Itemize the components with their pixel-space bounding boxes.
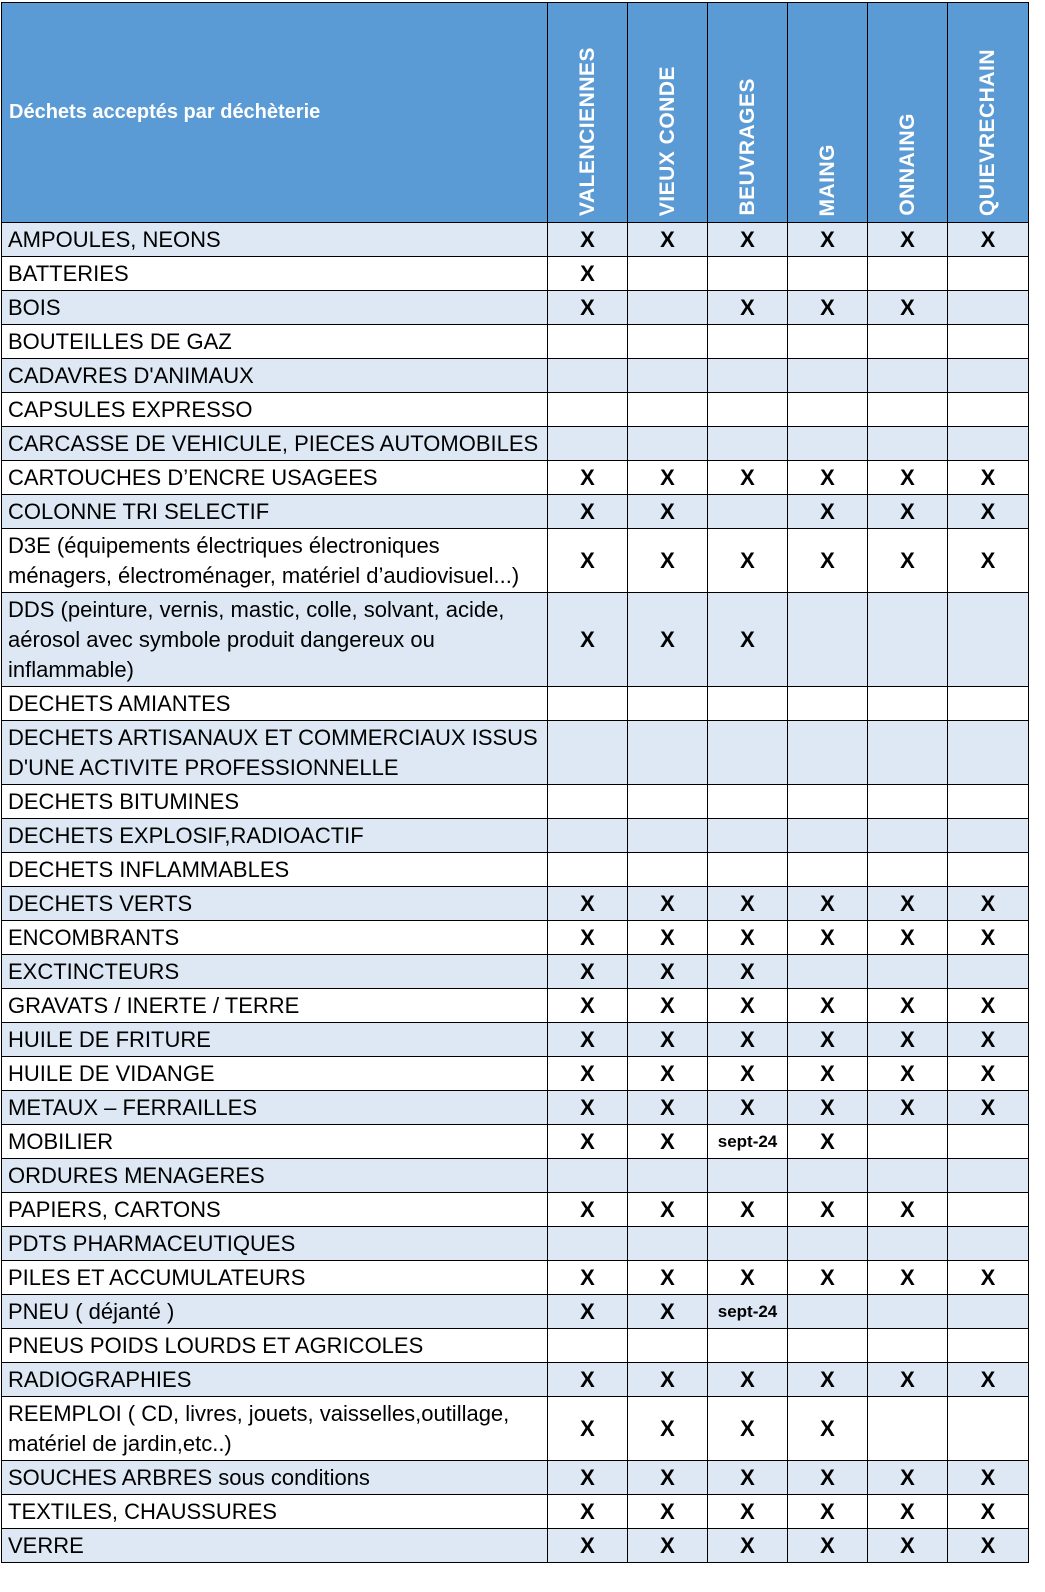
acceptance-cell	[628, 819, 708, 853]
acceptance-cell	[868, 1227, 948, 1261]
acceptance-cell: X	[868, 1529, 948, 1563]
site-header-onnaing	[868, 3, 948, 223]
acceptance-cell	[868, 721, 948, 785]
acceptance-cell: X	[788, 1091, 868, 1125]
acceptance-cell: X	[948, 1495, 1029, 1529]
acceptance-cell	[948, 853, 1029, 887]
table-row	[2, 1091, 1029, 1125]
acceptance-cell	[708, 1227, 788, 1261]
acceptance-cell	[628, 257, 708, 291]
waste-type-cell: CADAVRES D'ANIMAUX	[2, 359, 548, 393]
acceptance-cell: X	[548, 1461, 628, 1495]
acceptance-cell: X	[788, 1023, 868, 1057]
waste-acceptance-table	[1, 2, 1029, 1563]
acceptance-cell: X	[868, 1363, 948, 1397]
acceptance-cell: X	[548, 1261, 628, 1295]
waste-type-cell: HUILE DE VIDANGE	[2, 1057, 548, 1091]
acceptance-cell: X	[788, 1397, 868, 1461]
acceptance-cell	[788, 593, 868, 687]
acceptance-cell: X	[628, 1193, 708, 1227]
table-row	[2, 291, 1029, 325]
acceptance-cell	[548, 687, 628, 721]
acceptance-cell: X	[788, 1125, 868, 1159]
table-row	[2, 1529, 1029, 1563]
waste-type-cell: METAUX – FERRAILLES	[2, 1091, 548, 1125]
acceptance-cell	[788, 721, 868, 785]
acceptance-cell: X	[788, 223, 868, 257]
acceptance-cell: X	[708, 1363, 788, 1397]
acceptance-cell: X	[548, 1529, 628, 1563]
acceptance-cell: X	[868, 1023, 948, 1057]
acceptance-cell	[868, 687, 948, 721]
acceptance-cell	[548, 1227, 628, 1261]
acceptance-cell: X	[628, 1023, 708, 1057]
acceptance-cell: X	[708, 461, 788, 495]
acceptance-cell: X	[548, 1023, 628, 1057]
acceptance-cell: X	[548, 887, 628, 921]
acceptance-cell	[868, 427, 948, 461]
acceptance-cell	[868, 393, 948, 427]
acceptance-cell: X	[708, 887, 788, 921]
table-row	[2, 393, 1029, 427]
table-row	[2, 427, 1029, 461]
table-row	[2, 1193, 1029, 1227]
acceptance-cell	[628, 325, 708, 359]
acceptance-cell: X	[788, 1057, 868, 1091]
acceptance-cell: X	[628, 593, 708, 687]
acceptance-cell: X	[948, 887, 1029, 921]
acceptance-cell	[948, 325, 1029, 359]
acceptance-cell: X	[628, 1261, 708, 1295]
acceptance-cell: X	[708, 955, 788, 989]
acceptance-cell: X	[628, 223, 708, 257]
acceptance-cell: X	[548, 291, 628, 325]
acceptance-cell: X	[708, 1461, 788, 1495]
acceptance-cell	[868, 1125, 948, 1159]
acceptance-cell	[788, 325, 868, 359]
acceptance-cell	[948, 1159, 1029, 1193]
acceptance-cell	[868, 853, 948, 887]
waste-type-cell: CARCASSE DE VEHICULE, PIECES AUTOMOBILES	[2, 427, 548, 461]
site-label: QUIEVRECHAIN	[976, 48, 999, 216]
acceptance-cell	[868, 325, 948, 359]
acceptance-cell	[948, 291, 1029, 325]
acceptance-cell	[708, 495, 788, 529]
acceptance-cell	[708, 359, 788, 393]
acceptance-cell	[708, 687, 788, 721]
acceptance-cell	[868, 1295, 948, 1329]
acceptance-cell	[708, 785, 788, 819]
acceptance-cell	[948, 1329, 1029, 1363]
acceptance-cell: X	[628, 1397, 708, 1461]
acceptance-cell	[948, 1193, 1029, 1227]
acceptance-cell: X	[788, 291, 868, 325]
acceptance-cell	[628, 427, 708, 461]
acceptance-cell	[708, 393, 788, 427]
acceptance-cell	[868, 785, 948, 819]
acceptance-cell	[788, 359, 868, 393]
waste-type-cell: GRAVATS / INERTE / TERRE	[2, 989, 548, 1023]
acceptance-cell	[628, 853, 708, 887]
acceptance-cell	[948, 393, 1029, 427]
acceptance-cell: X	[868, 1261, 948, 1295]
acceptance-cell	[788, 853, 868, 887]
table-row	[2, 1057, 1029, 1091]
table-row	[2, 687, 1029, 721]
acceptance-cell: X	[628, 1363, 708, 1397]
waste-type-cell: PNEU ( déjanté )	[2, 1295, 548, 1329]
waste-type-cell: PILES ET ACCUMULATEURS	[2, 1261, 548, 1295]
acceptance-cell	[948, 955, 1029, 989]
acceptance-cell	[628, 393, 708, 427]
table-row	[2, 223, 1029, 257]
acceptance-cell: X	[628, 921, 708, 955]
acceptance-cell	[628, 785, 708, 819]
acceptance-cell: X	[548, 1091, 628, 1125]
acceptance-cell	[708, 325, 788, 359]
acceptance-cell	[948, 257, 1029, 291]
waste-type-cell: SOUCHES ARBRES sous conditions	[2, 1461, 548, 1495]
acceptance-cell	[868, 819, 948, 853]
acceptance-cell	[628, 687, 708, 721]
acceptance-cell	[628, 1329, 708, 1363]
table-row	[2, 955, 1029, 989]
acceptance-cell: X	[868, 291, 948, 325]
acceptance-cell: X	[788, 921, 868, 955]
waste-type-cell: RADIOGRAPHIES	[2, 1363, 548, 1397]
acceptance-cell	[708, 819, 788, 853]
acceptance-cell: X	[548, 529, 628, 593]
acceptance-cell: X	[548, 257, 628, 291]
waste-type-cell: COLONNE TRI SELECTIF	[2, 495, 548, 529]
acceptance-cell	[868, 1159, 948, 1193]
acceptance-cell: X	[548, 989, 628, 1023]
acceptance-cell: X	[788, 1461, 868, 1495]
site-header-maing	[788, 3, 868, 223]
acceptance-cell: X	[788, 1193, 868, 1227]
site-label: VALENCIENNES	[575, 47, 599, 216]
acceptance-cell: X	[628, 529, 708, 593]
site-header-valenciennes	[548, 3, 628, 223]
acceptance-cell: X	[708, 1261, 788, 1295]
acceptance-cell: X	[948, 989, 1029, 1023]
acceptance-cell: X	[868, 529, 948, 593]
acceptance-cell: X	[628, 1057, 708, 1091]
waste-type-cell: CAPSULES EXPRESSO	[2, 393, 548, 427]
acceptance-cell: X	[948, 461, 1029, 495]
acceptance-cell: X	[548, 1057, 628, 1091]
table-row	[2, 325, 1029, 359]
acceptance-cell: X	[708, 1023, 788, 1057]
acceptance-cell	[868, 593, 948, 687]
table-row	[2, 887, 1029, 921]
acceptance-cell: X	[708, 593, 788, 687]
waste-type-cell: ENCOMBRANTS	[2, 921, 548, 955]
acceptance-cell	[628, 1159, 708, 1193]
acceptance-cell: X	[628, 887, 708, 921]
acceptance-cell: X	[708, 1529, 788, 1563]
acceptance-cell	[548, 325, 628, 359]
table-row	[2, 1397, 1029, 1461]
acceptance-cell: X	[868, 887, 948, 921]
waste-type-cell: TEXTILES, CHAUSSURES	[2, 1495, 548, 1529]
acceptance-cell: X	[628, 1461, 708, 1495]
waste-type-cell: DECHETS VERTS	[2, 887, 548, 921]
waste-type-cell: MOBILIER	[2, 1125, 548, 1159]
acceptance-cell	[708, 427, 788, 461]
acceptance-cell: X	[948, 1529, 1029, 1563]
acceptance-cell	[948, 427, 1029, 461]
table-row	[2, 461, 1029, 495]
acceptance-cell	[548, 359, 628, 393]
acceptance-cell: X	[868, 495, 948, 529]
acceptance-cell	[948, 687, 1029, 721]
acceptance-cell	[868, 955, 948, 989]
site-label: MAING	[815, 143, 839, 216]
table-row	[2, 1461, 1029, 1495]
site-header-beuvrages	[708, 3, 788, 223]
table-row	[2, 593, 1029, 687]
acceptance-cell: X	[868, 461, 948, 495]
table-body	[2, 223, 1029, 1563]
acceptance-cell: X	[628, 955, 708, 989]
acceptance-cell	[628, 291, 708, 325]
acceptance-cell: X	[948, 1261, 1029, 1295]
acceptance-cell: X	[708, 989, 788, 1023]
waste-type-cell: DECHETS BITUMINES	[2, 785, 548, 819]
acceptance-cell: X	[868, 989, 948, 1023]
acceptance-cell: X	[548, 1295, 628, 1329]
acceptance-cell	[548, 819, 628, 853]
acceptance-cell: X	[628, 495, 708, 529]
acceptance-cell	[868, 257, 948, 291]
acceptance-cell: X	[788, 1495, 868, 1529]
acceptance-cell: X	[708, 1193, 788, 1227]
acceptance-cell	[548, 1329, 628, 1363]
acceptance-cell: X	[788, 1363, 868, 1397]
acceptance-cell: X	[948, 223, 1029, 257]
acceptance-cell: X	[548, 1125, 628, 1159]
table-row	[2, 1495, 1029, 1529]
acceptance-cell: X	[948, 495, 1029, 529]
acceptance-cell: X	[548, 1397, 628, 1461]
acceptance-cell: X	[548, 1495, 628, 1529]
table-row	[2, 529, 1029, 593]
site-label: VIEUX CONDE	[655, 65, 679, 216]
acceptance-cell: X	[708, 529, 788, 593]
acceptance-cell	[948, 1295, 1029, 1329]
waste-type-cell: ORDURES MENAGERES	[2, 1159, 548, 1193]
acceptance-cell	[708, 853, 788, 887]
site-header-vieux-conde	[628, 3, 708, 223]
table-row	[2, 1023, 1029, 1057]
acceptance-cell	[788, 687, 868, 721]
table-row	[2, 495, 1029, 529]
acceptance-cell: X	[548, 1363, 628, 1397]
acceptance-cell	[948, 1227, 1029, 1261]
acceptance-cell	[548, 393, 628, 427]
acceptance-cell	[948, 785, 1029, 819]
acceptance-cell: X	[708, 1091, 788, 1125]
acceptance-cell: X	[788, 989, 868, 1023]
table-row	[2, 1125, 1029, 1159]
table-row	[2, 853, 1029, 887]
waste-type-cell: VERRE	[2, 1529, 548, 1563]
waste-type-cell: CARTOUCHES D’ENCRE USAGEES	[2, 461, 548, 495]
waste-type-cell: PDTS PHARMACEUTIQUES	[2, 1227, 548, 1261]
acceptance-cell	[788, 785, 868, 819]
acceptance-cell	[628, 359, 708, 393]
waste-type-cell: EXCTINCTEURS	[2, 955, 548, 989]
acceptance-cell	[548, 853, 628, 887]
table-row	[2, 819, 1029, 853]
table-row	[2, 1261, 1029, 1295]
acceptance-cell	[788, 1159, 868, 1193]
acceptance-cell	[948, 1125, 1029, 1159]
acceptance-cell: X	[628, 1091, 708, 1125]
table-row	[2, 1295, 1029, 1329]
acceptance-cell	[548, 721, 628, 785]
acceptance-cell: X	[788, 461, 868, 495]
waste-type-cell: DECHETS AMIANTES	[2, 687, 548, 721]
acceptance-cell: X	[708, 291, 788, 325]
acceptance-cell	[788, 393, 868, 427]
header-row	[2, 3, 1029, 223]
acceptance-cell: X	[948, 921, 1029, 955]
acceptance-cell: X	[548, 921, 628, 955]
acceptance-cell: X	[708, 223, 788, 257]
table-row	[2, 257, 1029, 291]
acceptance-cell: X	[948, 1363, 1029, 1397]
acceptance-cell: X	[548, 223, 628, 257]
acceptance-cell: X	[708, 921, 788, 955]
acceptance-cell	[548, 1159, 628, 1193]
acceptance-cell: X	[708, 1057, 788, 1091]
acceptance-cell: sept-24	[708, 1295, 788, 1329]
acceptance-cell: X	[708, 1397, 788, 1461]
acceptance-cell: X	[868, 1461, 948, 1495]
site-label: BEUVRAGES	[735, 78, 759, 216]
acceptance-cell: X	[868, 1495, 948, 1529]
acceptance-cell: X	[788, 887, 868, 921]
acceptance-cell: X	[628, 1295, 708, 1329]
table-row	[2, 785, 1029, 819]
acceptance-cell: X	[868, 1091, 948, 1125]
waste-type-cell: DECHETS EXPLOSIF,RADIOACTIF	[2, 819, 548, 853]
acceptance-cell: X	[628, 461, 708, 495]
acceptance-cell: X	[548, 593, 628, 687]
acceptance-cell: X	[548, 495, 628, 529]
acceptance-cell	[948, 1397, 1029, 1461]
table-row	[2, 359, 1029, 393]
acceptance-cell: X	[548, 1193, 628, 1227]
acceptance-cell: X	[708, 1495, 788, 1529]
acceptance-cell	[788, 427, 868, 461]
acceptance-cell: X	[868, 223, 948, 257]
waste-type-cell: HUILE DE FRITURE	[2, 1023, 548, 1057]
acceptance-cell	[948, 359, 1029, 393]
acceptance-cell: X	[548, 461, 628, 495]
acceptance-cell	[868, 1397, 948, 1461]
table-title: Déchets acceptés par déchèterie	[2, 3, 548, 223]
acceptance-cell: X	[788, 495, 868, 529]
acceptance-cell	[948, 593, 1029, 687]
acceptance-cell	[708, 257, 788, 291]
acceptance-cell: X	[948, 1091, 1029, 1125]
table-row	[2, 921, 1029, 955]
table-row	[2, 1227, 1029, 1261]
acceptance-cell	[788, 1295, 868, 1329]
acceptance-cell	[788, 819, 868, 853]
acceptance-cell: X	[948, 529, 1029, 593]
waste-type-cell: DECHETS INFLAMMABLES	[2, 853, 548, 887]
table-row	[2, 1329, 1029, 1363]
acceptance-cell	[628, 1227, 708, 1261]
acceptance-cell	[708, 721, 788, 785]
acceptance-cell	[548, 785, 628, 819]
waste-type-cell: PAPIERS, CARTONS	[2, 1193, 548, 1227]
acceptance-cell: X	[868, 1057, 948, 1091]
table-row	[2, 1363, 1029, 1397]
acceptance-cell: sept-24	[708, 1125, 788, 1159]
acceptance-cell	[868, 359, 948, 393]
acceptance-cell: X	[948, 1023, 1029, 1057]
waste-type-cell: D3E (équipements électriques électroniques ménagers, électroménager, matériel d’audiovisuel...)	[2, 529, 548, 593]
acceptance-cell	[788, 955, 868, 989]
acceptance-cell: X	[868, 1193, 948, 1227]
acceptance-cell	[788, 1227, 868, 1261]
table-row	[2, 721, 1029, 785]
waste-type-cell: BOIS	[2, 291, 548, 325]
waste-type-cell: DDS (peinture, vernis, mastic, colle, solvant, acide, aérosol avec symbole produit dangereux ou inflammable)	[2, 593, 548, 687]
waste-type-cell: DECHETS ARTISANAUX ET COMMERCIAUX ISSUS D'UNE ACTIVITE PROFESSIONNELLE	[2, 721, 548, 785]
acceptance-cell	[708, 1329, 788, 1363]
acceptance-cell	[788, 257, 868, 291]
acceptance-cell: X	[788, 1261, 868, 1295]
site-header-quievrechain	[948, 3, 1029, 223]
acceptance-cell: X	[628, 989, 708, 1023]
acceptance-cell	[948, 819, 1029, 853]
acceptance-cell: X	[628, 1125, 708, 1159]
waste-type-cell: AMPOULES, NEONS	[2, 223, 548, 257]
table-row	[2, 1159, 1029, 1193]
table-row	[2, 989, 1029, 1023]
waste-type-cell: BATTERIES	[2, 257, 548, 291]
acceptance-cell	[708, 1159, 788, 1193]
acceptance-cell: X	[628, 1495, 708, 1529]
acceptance-cell: X	[628, 1529, 708, 1563]
acceptance-cell: X	[548, 955, 628, 989]
acceptance-cell	[548, 427, 628, 461]
acceptance-cell: X	[948, 1057, 1029, 1091]
waste-type-cell: REEMPLOI ( CD, livres, jouets, vaisselles,outillage, matériel de jardin,etc..)	[2, 1397, 548, 1461]
acceptance-cell	[628, 721, 708, 785]
acceptance-cell: X	[868, 921, 948, 955]
waste-type-cell: BOUTEILLES DE GAZ	[2, 325, 548, 359]
acceptance-cell	[788, 1329, 868, 1363]
site-label: ONNAING	[895, 113, 919, 216]
acceptance-cell: X	[788, 529, 868, 593]
acceptance-cell	[948, 721, 1029, 785]
acceptance-cell: X	[788, 1529, 868, 1563]
acceptance-cell: X	[948, 1461, 1029, 1495]
acceptance-cell	[868, 1329, 948, 1363]
waste-type-cell: PNEUS POIDS LOURDS ET AGRICOLES	[2, 1329, 548, 1363]
